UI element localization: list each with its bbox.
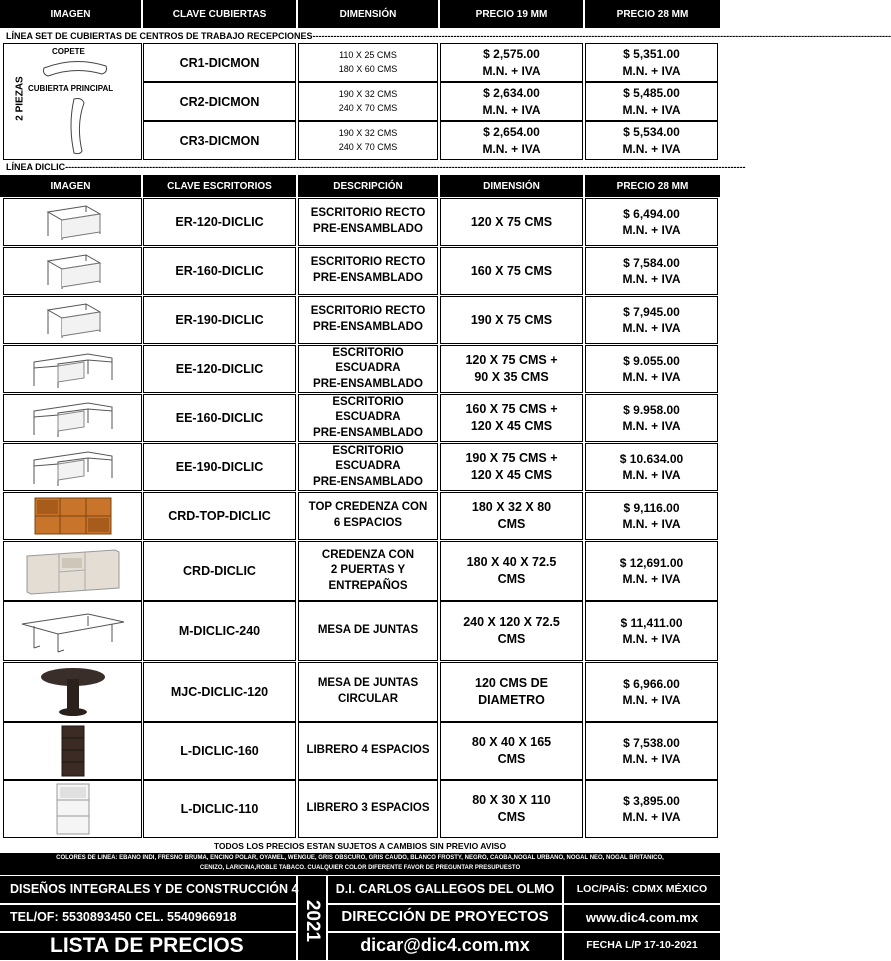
t2-row-dimension: [440, 722, 583, 780]
t2-row-price-line: M.N. + IVA: [622, 517, 681, 531]
t2-row-price-line: M.N. + IVA: [622, 223, 681, 237]
t1-image-cell: [3, 43, 142, 160]
department-label: DIRECCIÓN DE PROYECTOS: [341, 908, 549, 925]
straight-desk-icon: [38, 202, 108, 242]
round-table-icon: [38, 665, 108, 719]
t2-row-dimension-line: 180 X 40 X 72.5: [466, 555, 557, 570]
t2-row-image-cell: [3, 662, 142, 722]
t1-header-dimension: DIMENSIÓN: [298, 0, 438, 28]
t2-row-code: M-DICLIC-240: [143, 601, 296, 661]
meeting-table-icon: [18, 608, 128, 654]
t2-row-description-line: ESCRITORIO RECTO: [310, 305, 426, 318]
t2-row-description-line: PRE-ENSAMBLADO: [313, 426, 423, 439]
t2-row-price: [585, 247, 718, 295]
straight-desk-icon: [38, 300, 108, 340]
t2-row-description-line: 2 PUERTAS Y: [330, 564, 406, 577]
pieces-label: 2 PIEZAS: [14, 76, 26, 121]
t2-row-price-line: $ 7,584.00: [623, 255, 680, 270]
t2-row-price: [585, 296, 718, 344]
t1-row2-price19: $ 2,634.00 M.N. + IVA: [440, 82, 583, 121]
website-link[interactable]: www.dic4.com.mx: [585, 910, 699, 925]
footer: [0, 876, 720, 960]
t2-row-description: [298, 198, 438, 246]
t1-header-price28: PRECIO 28 MM: [585, 0, 720, 28]
price-list-date: FECHA L/P 17-10-2021: [586, 939, 698, 951]
t1-row3-code: CR3-DICMON: [143, 121, 296, 160]
t2-row-dimension-line: 80 X 30 X 110: [472, 793, 551, 808]
l-desk-icon: [28, 348, 118, 390]
t2-row-description: [298, 443, 438, 491]
t2-row-description: [298, 394, 438, 442]
t2-row-price: [585, 198, 718, 246]
t2-header-description: DESCRIPCIÓN: [298, 175, 438, 197]
t2-row-dimension: [440, 345, 583, 393]
t1-header-price19: PRECIO 19 MM: [440, 0, 583, 28]
l-desk-icon: [28, 397, 118, 439]
t1-section-label: LÍNEA SET DE CUBIERTAS DE CENTROS DE TRABAJO RECEPCIONES-------------------------------------------------------------------------------------------------------------------------------------------------------------------------------------------------: [6, 31, 891, 41]
credenza-icon: [23, 546, 123, 596]
t2-row-dimension: [440, 443, 583, 491]
phone-numbers: TEL/OF: 5530893450 CEL. 5540966918: [10, 910, 237, 924]
t2-row-dimension-line: 120 CMS DE: [475, 676, 548, 691]
t2-row-price-line: $ 7,945.00: [623, 304, 680, 319]
t2-row-description: [298, 541, 438, 601]
t2-row-code: ER-160-DICLIC: [143, 247, 296, 295]
t2-row-image-cell: [3, 722, 142, 780]
t2-row-dimension-line: CMS: [497, 632, 526, 646]
t2-row-code: L-DICLIC-110: [143, 780, 296, 838]
year-label: 2021: [302, 899, 323, 943]
t2-row-code: L-DICLIC-160: [143, 722, 296, 780]
t2-row-dimension-line: 160 X 75 CMS +: [465, 402, 558, 417]
t2-row-image-cell: [3, 345, 142, 393]
t2-row-description: [298, 247, 438, 295]
t2-row-price-line: $ 9.055.00: [623, 353, 680, 368]
t2-row-dimension: [440, 601, 583, 661]
t2-row-code: CRD-DICLIC: [143, 541, 296, 601]
t2-row-dimension: [440, 394, 583, 442]
t2-row-dimension-line: 240 X 120 X 72.5: [463, 615, 560, 630]
t2-row-price: [585, 443, 718, 491]
t2-header-price28: PRECIO 28 MM: [585, 175, 720, 197]
t2-row-description-line: MESA DE JUNTAS: [317, 624, 419, 637]
countertop-main-icon: [64, 95, 88, 157]
main-label: CUBIERTA PRINCIPAL: [28, 84, 114, 93]
t2-row-price: [585, 662, 718, 722]
t2-row-price-line: $ 6,966.00: [623, 676, 680, 691]
countertop-top-icon: [40, 58, 110, 82]
t1-row2-dimension: 190 X 32 CMS 240 X 70 CMS: [298, 82, 438, 121]
t1-row1-price19: $ 2,575.00 M.N. + IVA: [440, 43, 583, 82]
straight-desk-icon: [38, 251, 108, 291]
t2-row-description-line: PRE-ENSAMBLADO: [313, 377, 423, 390]
t2-row-description-line: ESCRITORIO ESCUADRA: [332, 346, 404, 375]
t1-row3-price19: $ 2,654.00 M.N. + IVA: [440, 121, 583, 160]
t2-row-description-line: TOP CREDENZA CON: [308, 501, 428, 514]
t1-row1-dimension: 110 X 25 CMS 180 X 60 CMS: [298, 43, 438, 82]
t2-row-description: [298, 601, 438, 661]
designer-name: D.I. CARLOS GALLEGOS DEL OLMO: [335, 882, 555, 896]
t2-row-description: [298, 296, 438, 344]
t1-row2-price28: $ 5,485.00 M.N. + IVA: [585, 82, 718, 121]
t2-row-image-cell: [3, 394, 142, 442]
t2-row-price: [585, 492, 718, 540]
l-desk-icon: [28, 446, 118, 488]
t2-row-dimension: [440, 198, 583, 246]
t2-row-code: CRD-TOP-DICLIC: [143, 492, 296, 540]
t2-row-dimension-line: 190 X 75 CMS: [470, 312, 553, 327]
t2-row-code: MJC-DICLIC-120: [143, 662, 296, 722]
t1-row1-code: CR1-DICMON: [143, 43, 296, 82]
t2-row-price-line: M.N. + IVA: [622, 272, 681, 286]
t2-row-price-line: $ 7,538.00: [623, 735, 680, 750]
t1-header-image: IMAGEN: [0, 0, 141, 28]
hutch-icon: [31, 494, 115, 538]
t2-row-description-line: ENTREPAÑOS: [328, 579, 408, 592]
location-label: LOC/PAÍS: CDMX MÉXICO: [576, 883, 708, 895]
t2-row-description: [298, 662, 438, 722]
t2-header-code: CLAVE ESCRITORIOS: [143, 175, 296, 197]
t2-row-description-line: PRE-ENSAMBLADO: [313, 223, 423, 235]
t2-row-dimension-line: CMS: [497, 517, 526, 531]
t2-row-description-line: PRE-ENSAMBLADO: [313, 475, 423, 488]
t2-row-dimension: [440, 541, 583, 601]
t2-row-dimension-line: CMS: [497, 752, 526, 766]
t2-row-dimension-line: 80 X 40 X 165: [471, 735, 552, 750]
bookcase-dark-icon: [56, 724, 90, 778]
colors-band: [0, 853, 720, 875]
t2-row-code: EE-190-DICLIC: [143, 443, 296, 491]
t2-header-dimension: DIMENSIÓN: [440, 175, 583, 197]
t2-row-description-line: ESCRITORIO RECTO: [310, 256, 426, 269]
t2-row-image-cell: [3, 443, 142, 491]
price-list-title: LISTA DE PRECIOS: [50, 934, 244, 957]
t1-row1-price28: $ 5,351.00 M.N. + IVA: [585, 43, 718, 82]
t2-row-image-cell: [3, 247, 142, 295]
t2-row-price-line: M.N. + IVA: [622, 468, 681, 482]
t2-row-price-line: $ 9,116.00: [623, 500, 680, 515]
colors-line-2: CENIZO, LARICINA,ROBLE TABACO. CUALQUIER COLOR DIFERENTE FAVOR DE PREGUNTAR PRESUPUESTO: [199, 865, 521, 871]
t2-row-dimension-line: 160 X 75 CMS: [470, 263, 553, 278]
email-link[interactable]: dicar@dic4.com.mx: [360, 935, 530, 955]
t2-row-image-cell: [3, 541, 142, 601]
t2-row-price-line: $ 9.958.00: [623, 402, 680, 417]
t2-row-description-line: 6 ESPACIOS: [333, 517, 403, 529]
t2-header-image: IMAGEN: [0, 175, 141, 197]
t2-row-image-cell: [3, 780, 142, 838]
t1-row2-code: CR2-DICMON: [143, 82, 296, 121]
t2-row-code: EE-160-DICLIC: [143, 394, 296, 442]
t2-row-image-cell: [3, 601, 142, 661]
t2-row-price-line: M.N. + IVA: [622, 632, 681, 646]
t2-row-description: [298, 722, 438, 780]
t2-row-description-line: ESCRITORIO RECTO: [310, 207, 426, 220]
t2-row-dimension-line: 120 X 45 CMS: [470, 468, 553, 482]
t2-row-price: [585, 722, 718, 780]
t2-row-dimension-line: 190 X 75 CMS +: [465, 451, 558, 466]
t2-row-dimension: [440, 247, 583, 295]
t2-row-code: EE-120-DICLIC: [143, 345, 296, 393]
t2-row-price-line: M.N. + IVA: [622, 572, 681, 586]
t2-row-price-line: M.N. + IVA: [622, 752, 681, 766]
t2-row-price-line: $ 12,691.00: [619, 555, 684, 570]
t2-row-dimension-line: 120 X 45 CMS: [470, 419, 553, 433]
t2-row-image-cell: [3, 492, 142, 540]
t2-row-price-line: M.N. + IVA: [622, 370, 681, 384]
t2-row-dimension-line: 90 X 35 CMS: [474, 370, 549, 384]
t2-row-image-cell: [3, 296, 142, 344]
t2-row-price: [585, 394, 718, 442]
t2-row-dimension-line: 180 X 32 X 80: [471, 500, 552, 515]
t2-row-price: [585, 345, 718, 393]
colors-line-1: COLORES DE LINEA: EBANO INDI, FRESNO BRUMA, ENCINO POLAR, OYAMEL, WENGUE, GRIS OBSCURO, GRIS CAUDO, BLANCO FROSTY, NEGRO, CAOBA,NOGAL URBANO, NOGAL NEO, NOGAL BRITANICO,: [56, 855, 664, 861]
t2-row-dimension: [440, 780, 583, 838]
t2-row-price: [585, 601, 718, 661]
t2-row-dimension: [440, 662, 583, 722]
t2-row-description: [298, 345, 438, 393]
t2-row-description-line: CIRCULAR: [337, 693, 399, 705]
t2-row-description-line: MESA DE JUNTAS: [317, 677, 419, 690]
t2-row-price-line: $ 6,494.00: [623, 206, 680, 221]
t1-row3-dimension: 190 X 32 CMS 240 X 70 CMS: [298, 121, 438, 160]
t2-row-dimension: [440, 296, 583, 344]
t2-row-dimension-line: CMS: [497, 572, 526, 586]
t2-row-price-line: $ 3,895.00: [623, 793, 680, 808]
t2-row-description-line: LIBRERO 3 ESPACIOS: [306, 802, 430, 815]
t2-row-description-line: PRE-ENSAMBLADO: [313, 321, 423, 333]
t1-row3-price28: $ 5,534.00 M.N. + IVA: [585, 121, 718, 160]
t2-row-dimension: [440, 492, 583, 540]
t2-row-price-line: M.N. + IVA: [622, 810, 681, 824]
t2-row-description-line: ESCRITORIO ESCUADRA: [332, 395, 404, 424]
t2-row-price-line: $ 10.634.00: [619, 451, 684, 466]
t2-row-image-cell: [3, 198, 142, 246]
t2-row-description-line: CREDENZA CON: [321, 548, 415, 561]
t2-row-description: [298, 780, 438, 838]
t2-row-code: ER-120-DICLIC: [143, 198, 296, 246]
t2-row-dimension-line: DIAMETRO: [478, 693, 545, 707]
t2-row-price: [585, 541, 718, 601]
t2-row-dimension-line: 120 X 75 CMS +: [465, 353, 558, 368]
t2-row-price: [585, 780, 718, 838]
t2-section-label: LÍNEA DICLIC-----------------------------------------------------------------------------------------------------------------------------------------------------------------------------------------------------------------------------------: [6, 162, 746, 172]
t2-row-description-line: LIBRERO 4 ESPACIOS: [306, 744, 430, 757]
t2-row-dimension-line: 120 X 75 CMS: [470, 214, 553, 229]
t2-row-description: [298, 492, 438, 540]
t2-row-description-line: ESCRITORIO ESCUADRA: [332, 444, 404, 473]
price-change-notice: TODOS LOS PRECIOS ESTAN SUJETOS A CAMBIOS SIN PREVIO AVISO: [213, 841, 507, 851]
company-name: DISEÑOS INTEGRALES Y DE CONSTRUCCIÓN 4: [10, 882, 299, 896]
t2-row-price-line: M.N. + IVA: [622, 321, 681, 335]
t2-row-price-line: M.N. + IVA: [622, 693, 681, 707]
t1-header-code: CLAVE CUBIERTAS: [143, 0, 296, 28]
t2-row-code: ER-190-DICLIC: [143, 296, 296, 344]
t2-row-dimension-line: CMS: [497, 810, 526, 824]
t2-row-price-line: M.N. + IVA: [622, 419, 681, 433]
t2-row-price-line: $ 11,411.00: [620, 615, 683, 630]
bookcase-white-icon: [51, 782, 95, 836]
top-label: COPETE: [52, 47, 85, 56]
t2-row-description-line: PRE-ENSAMBLADO: [313, 272, 423, 284]
